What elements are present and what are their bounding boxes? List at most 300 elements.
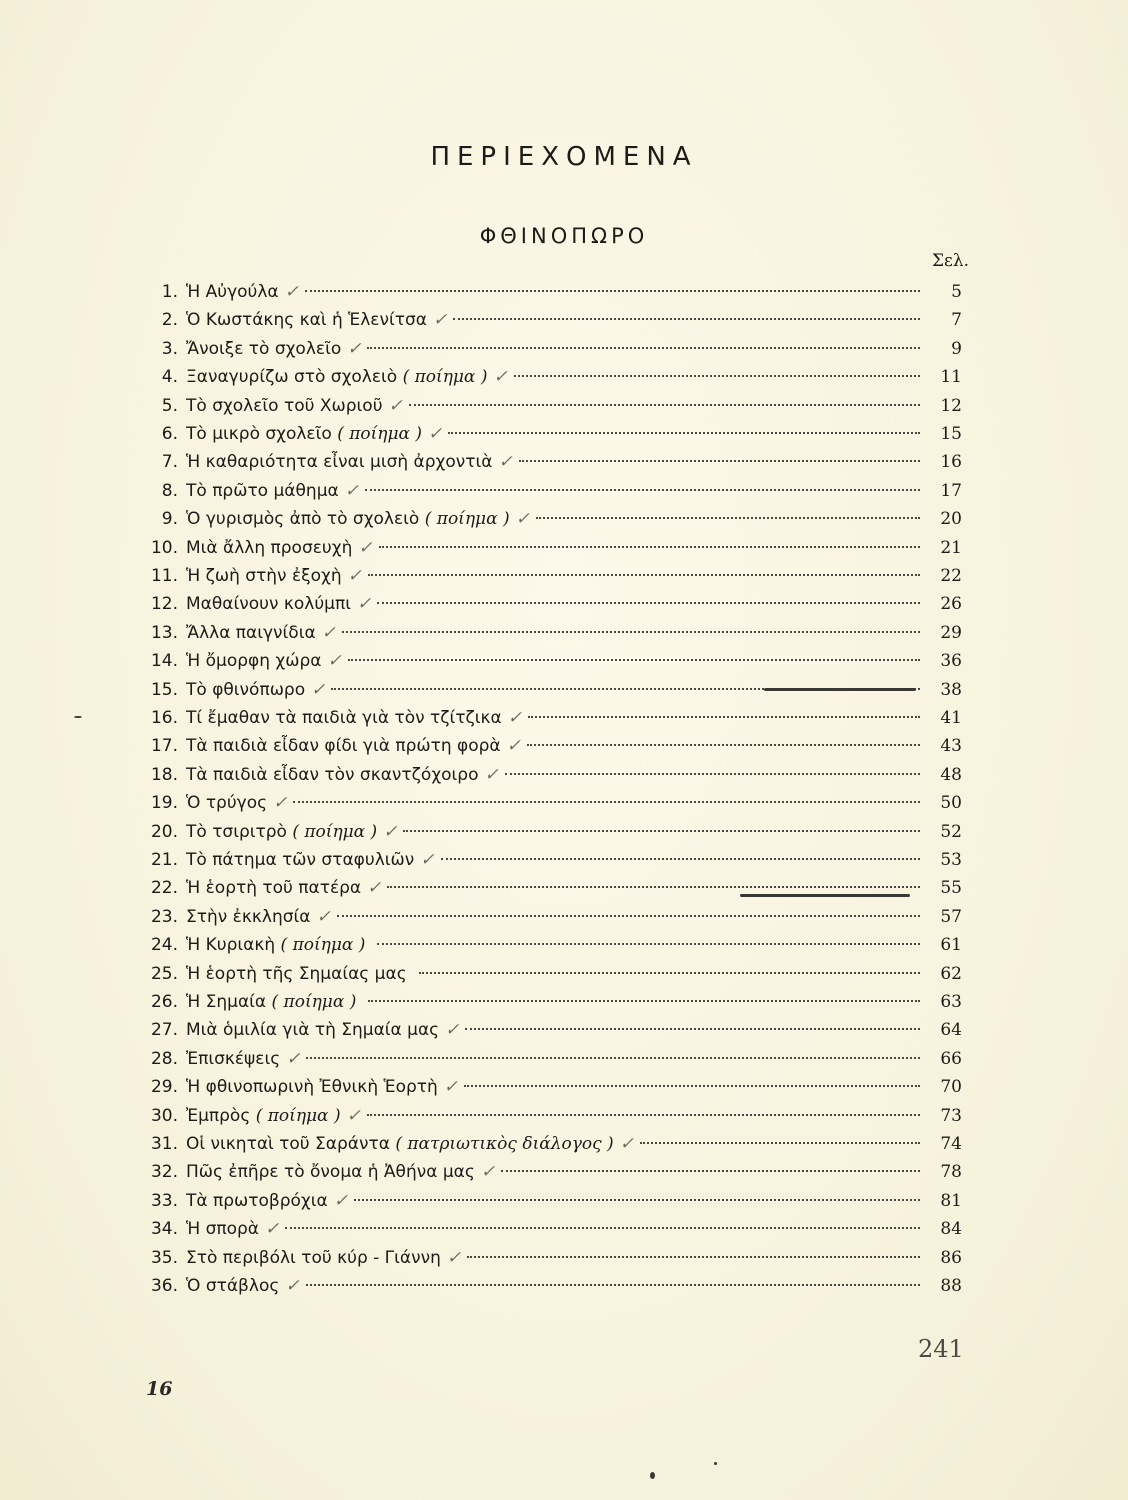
handwritten-check-icon: ✓ xyxy=(383,821,398,842)
toc-entry xyxy=(0,960,1128,988)
dot-leader xyxy=(528,716,920,718)
dot-leader xyxy=(465,1028,920,1030)
page-title: ΠΕΡΙΕΧΟΜΕΝΑ xyxy=(430,142,698,172)
dot-leader xyxy=(285,1227,920,1229)
toc-entry xyxy=(0,676,1128,704)
entry-title xyxy=(186,704,502,732)
entry-page: 38 xyxy=(940,679,962,700)
entry-title xyxy=(186,676,305,704)
handwritten-check-icon: ✓ xyxy=(484,764,499,785)
entry-page: 20 xyxy=(940,509,962,530)
entry-body xyxy=(186,1272,926,1300)
dot-leader xyxy=(305,290,920,292)
entry-page: 48 xyxy=(940,764,962,785)
entry-title-text: Ἡ Κυριακὴ xyxy=(186,935,281,956)
entry-title-text: Ὁ στάβλος xyxy=(186,1276,280,1296)
handwritten-check-icon: ✓ xyxy=(316,906,331,927)
entry-note: ( ποίημα ) xyxy=(337,424,423,444)
entry-title-text: Μιὰ ὁμιλία γιὰ τὴ Σημαία μας xyxy=(186,1020,440,1041)
entry-page: 73 xyxy=(940,1105,962,1126)
handwritten-check-icon: ✓ xyxy=(285,1276,300,1296)
handwritten-check-icon: ✓ xyxy=(506,736,521,757)
entry-number: 18. xyxy=(150,764,178,785)
entry-title xyxy=(186,761,478,789)
handwritten-check-icon: ✓ xyxy=(347,338,362,359)
entry-title xyxy=(186,1158,475,1186)
entry-title xyxy=(186,789,267,817)
entry-page: 66 xyxy=(940,1048,962,1069)
toc-entry xyxy=(0,647,1128,675)
entry-number: 9. xyxy=(161,509,178,530)
entry-page: 12 xyxy=(940,395,962,416)
dot-leader xyxy=(527,744,920,746)
dot-leader xyxy=(536,517,920,519)
entry-title-text: Ἡ Αὐγούλα xyxy=(186,282,279,302)
handwritten-check-icon: ✓ xyxy=(367,878,382,899)
dot-leader xyxy=(368,1000,920,1002)
dot-leader xyxy=(453,318,920,320)
entry-number: 14. xyxy=(150,651,178,672)
entry-page: 86 xyxy=(940,1247,962,1268)
toc-entry xyxy=(0,1215,1128,1243)
entry-title xyxy=(186,960,407,988)
speck xyxy=(650,1472,655,1479)
entry-title xyxy=(186,619,316,647)
entry-title-text: Ἡ ζωὴ στὴν ἐξοχὴ xyxy=(186,566,342,586)
toc-entry xyxy=(0,818,1128,846)
handwritten-check-icon: ✓ xyxy=(358,537,373,558)
toc-entry xyxy=(0,903,1128,931)
toc-entry xyxy=(0,505,1128,533)
entry-page: 81 xyxy=(940,1190,962,1211)
entry-page: 43 xyxy=(940,736,962,757)
entry-title xyxy=(186,477,339,505)
entry-title xyxy=(186,306,427,334)
entry-body xyxy=(186,988,926,1016)
entry-title-text: Ὁ Κωστάκης καὶ ἡ Ἑλενίτσα xyxy=(186,310,427,331)
entry-title-text: Τὸ σχολεῖο τοῦ Χωριοῦ xyxy=(186,395,383,416)
entry-title-text: Τὰ πρωτοβρόχια xyxy=(186,1190,328,1211)
entry-note: ( ποίημα ) xyxy=(424,509,510,530)
entry-title xyxy=(186,874,361,902)
entry-page: 78 xyxy=(940,1162,962,1183)
entry-number: 1. xyxy=(161,282,178,302)
entry-title xyxy=(186,363,487,391)
toc-entry xyxy=(0,306,1128,334)
toc-entry xyxy=(0,704,1128,732)
toc-entry xyxy=(0,562,1128,590)
entry-title xyxy=(186,1130,614,1158)
toc-entry xyxy=(0,1130,1128,1158)
entry-number: 8. xyxy=(161,480,178,501)
entry-title xyxy=(186,1073,438,1101)
entry-title xyxy=(186,931,365,959)
dot-leader xyxy=(306,1057,920,1059)
entry-page: 55 xyxy=(940,878,962,899)
entry-page: 7 xyxy=(951,310,962,331)
handwritten-check-icon: ✓ xyxy=(273,793,288,814)
dot-leader xyxy=(379,546,920,548)
entry-title-text: Ἡ φθινοπωρινὴ Ἐθνικὴ Ἑορτὴ xyxy=(186,1077,438,1098)
entry-body xyxy=(186,534,926,562)
toc-entry xyxy=(0,477,1128,505)
entry-title xyxy=(186,1244,441,1272)
page-column-label: Σελ. xyxy=(932,251,970,271)
handwritten-check-icon: ✓ xyxy=(619,1134,634,1154)
toc-entry xyxy=(0,1016,1128,1044)
entry-title-text: Ἡ ὄμορφη χώρα xyxy=(186,651,322,672)
toc-entry xyxy=(0,1244,1128,1272)
entry-title-text: Ἄλλα παιγνίδια xyxy=(186,622,316,643)
toc-entry xyxy=(0,363,1128,391)
entry-title xyxy=(186,1016,439,1044)
entry-number: 35. xyxy=(150,1247,178,1268)
dot-leader xyxy=(377,602,920,604)
speck xyxy=(74,716,82,718)
entry-title-text: Ξαναγυρίζω στὸ σχολειὸ xyxy=(186,367,403,388)
toc-entry xyxy=(0,1045,1128,1073)
dot-leader xyxy=(306,1284,920,1286)
handwritten-check-icon: ✓ xyxy=(286,1048,301,1069)
entry-body xyxy=(186,420,926,448)
speck xyxy=(714,1462,717,1465)
toc-entry xyxy=(0,420,1128,448)
entry-number: 29. xyxy=(150,1077,178,1098)
dot-leader xyxy=(342,631,920,633)
toc-entry xyxy=(0,988,1128,1016)
handwritten-check-icon: ✓ xyxy=(420,850,435,870)
entry-title xyxy=(186,590,351,618)
dot-leader xyxy=(354,1199,920,1201)
handwritten-check-icon: ✓ xyxy=(493,367,508,388)
dot-leader xyxy=(337,915,920,917)
toc-entry xyxy=(0,732,1128,760)
entry-number: 32. xyxy=(150,1162,178,1183)
toc-entry xyxy=(0,761,1128,789)
entry-number: 28. xyxy=(150,1048,178,1069)
entry-page: 84 xyxy=(940,1219,962,1240)
handwritten-check-icon: ✓ xyxy=(284,282,299,302)
entry-number: 25. xyxy=(150,963,178,984)
entry-body xyxy=(186,789,926,817)
entry-page: 63 xyxy=(940,992,962,1012)
toc-entry xyxy=(0,1187,1128,1215)
entry-body xyxy=(186,704,926,732)
entry-number: 26. xyxy=(150,992,178,1012)
entry-note: ( ποίημα ) xyxy=(292,821,378,842)
handwritten-check-icon: ✓ xyxy=(265,1219,280,1240)
dot-leader xyxy=(514,375,920,377)
entry-number: 15. xyxy=(150,679,178,700)
entry-body xyxy=(186,477,926,505)
handwritten-check-icon: ✓ xyxy=(445,1020,460,1041)
entry-title xyxy=(186,1215,259,1243)
entry-number: 21. xyxy=(150,850,178,870)
entry-body xyxy=(186,732,926,760)
handwritten-check-icon: ✓ xyxy=(480,1162,496,1183)
entry-title-text: Ἐπισκέψεις xyxy=(186,1048,281,1069)
entry-number: 30. xyxy=(150,1105,178,1126)
entry-title xyxy=(186,278,279,306)
toc-entry xyxy=(0,392,1128,420)
entry-note: ( πατριωτικὸς διάλογος ) xyxy=(395,1134,614,1154)
entry-page: 36 xyxy=(940,651,962,672)
entry-title-text: Τὸ φθινόπωρο xyxy=(186,679,306,700)
entry-title-text: Τὸ πάτημα τῶν σταφυλιῶν xyxy=(186,850,415,870)
dot-leader xyxy=(409,404,920,406)
dot-leader xyxy=(464,1085,920,1087)
handwritten-check-icon: ✓ xyxy=(428,424,443,444)
handwritten-check-icon: ✓ xyxy=(333,1190,348,1211)
entry-title xyxy=(186,818,377,846)
entry-body xyxy=(186,1158,926,1186)
toc-entry xyxy=(0,619,1128,647)
entry-title-text: Στὸ περιβόλι τοῦ κύρ - Γιάννη xyxy=(186,1247,441,1268)
entry-title-text: Τὸ πρῶτο μάθημα xyxy=(186,480,339,501)
entry-body xyxy=(186,392,926,420)
entry-title xyxy=(186,534,352,562)
entry-body xyxy=(186,505,926,533)
toc-entry xyxy=(0,874,1128,902)
entry-note: ( ποίημα ) xyxy=(271,992,357,1012)
entry-page: 22 xyxy=(940,566,962,586)
entry-body xyxy=(186,903,926,931)
entry-number: 33. xyxy=(150,1190,178,1211)
entry-title xyxy=(186,448,492,476)
handwritten-check-icon: ✓ xyxy=(347,566,362,586)
entry-number: 36. xyxy=(150,1276,178,1296)
dot-leader xyxy=(368,574,920,576)
entry-title-text: Ὁ γυρισμὸς ἀπὸ τὸ σχολειὸ xyxy=(186,509,425,530)
entry-body xyxy=(186,619,926,647)
entry-number: 24. xyxy=(150,935,178,956)
entry-title-text: Ἡ ἑορτὴ τῆς Σημαίας μας xyxy=(186,963,407,984)
entry-body xyxy=(186,647,926,675)
entry-title xyxy=(186,562,342,590)
entry-number: 10. xyxy=(150,537,178,558)
entry-number: 13. xyxy=(150,622,178,643)
entry-number: 6. xyxy=(161,424,178,444)
entry-body xyxy=(186,1016,926,1044)
entry-page: 57 xyxy=(940,906,962,927)
entry-page: 88 xyxy=(940,1276,962,1296)
toc-entry xyxy=(0,789,1128,817)
entry-note: ( ποίημα ) xyxy=(255,1105,341,1126)
entry-title xyxy=(186,505,510,533)
handwritten-check-icon: ✓ xyxy=(321,622,336,643)
entry-body xyxy=(186,1187,926,1215)
dot-leader xyxy=(448,432,920,434)
entry-number: 23. xyxy=(150,906,178,927)
entry-title xyxy=(186,846,414,874)
entry-body xyxy=(186,1045,926,1073)
section-heading: ΦΘΙΝΟΠΩΡΟ xyxy=(479,224,649,248)
entry-number: 22. xyxy=(150,878,178,899)
entry-title-text: Τί ἔμαθαν τὰ παιδιὰ γιὰ τὸν τζίτζικα xyxy=(186,708,502,728)
entry-number: 34. xyxy=(150,1219,178,1240)
entry-body xyxy=(186,1130,926,1158)
entry-page: 26 xyxy=(940,594,962,615)
pencil-stroke xyxy=(740,894,910,897)
entry-body xyxy=(186,335,926,363)
entry-number: 7. xyxy=(161,452,178,473)
dot-leader xyxy=(293,801,920,803)
dot-leader xyxy=(640,1142,920,1144)
entry-body xyxy=(186,761,926,789)
dot-leader xyxy=(348,659,920,661)
entry-title-text: Μαθαίνουν κολύμπι xyxy=(186,594,351,615)
toc-entry xyxy=(0,590,1128,618)
handwritten-check-icon: ✓ xyxy=(357,594,372,615)
entry-body xyxy=(186,931,926,959)
dot-leader xyxy=(441,858,921,860)
handwritten-check-icon: ✓ xyxy=(443,1077,459,1098)
toc-entry xyxy=(0,278,1128,306)
entry-page: 50 xyxy=(940,793,962,814)
entry-page: 52 xyxy=(940,821,962,842)
toc-entry xyxy=(0,534,1128,562)
toc-entry xyxy=(0,1102,1128,1130)
entry-title xyxy=(186,335,341,363)
dot-leader xyxy=(467,1256,920,1258)
entry-number: 2. xyxy=(161,310,178,331)
entry-number: 4. xyxy=(161,367,178,388)
entry-page: 5 xyxy=(951,282,962,302)
handwritten-check-icon: ✓ xyxy=(327,651,342,672)
entry-body xyxy=(186,363,926,391)
entry-body xyxy=(186,960,926,988)
entry-title xyxy=(186,392,383,420)
handwritten-check-icon: ✓ xyxy=(388,395,403,416)
entry-page: 21 xyxy=(940,537,962,558)
dot-leader xyxy=(365,489,920,491)
entry-number: 11. xyxy=(150,566,178,586)
handwritten-check-icon: ✓ xyxy=(446,1247,462,1268)
dot-leader xyxy=(505,773,920,775)
dot-leader xyxy=(419,972,920,974)
entry-number: 31. xyxy=(150,1134,178,1154)
entry-title-text: Ἡ καθαριότητα εἶναι μισὴ ἀρχοντιὰ xyxy=(186,452,493,473)
entry-note: ( ποίημα ) xyxy=(402,367,488,388)
entry-title xyxy=(186,1045,280,1073)
entry-title-text: Οἱ νικηταὶ τοῦ Σαράντα xyxy=(186,1134,396,1154)
toc-entry xyxy=(0,1272,1128,1300)
entry-page: 70 xyxy=(940,1077,962,1098)
entry-page: 11 xyxy=(940,367,962,388)
entry-number: 27. xyxy=(150,1020,178,1041)
entry-page: 62 xyxy=(940,963,962,984)
entry-page: 41 xyxy=(940,708,962,728)
dot-leader xyxy=(501,1170,920,1172)
dot-leader xyxy=(403,830,920,832)
entry-page: 53 xyxy=(940,850,962,870)
folio-number: 241 xyxy=(918,1335,964,1363)
entry-page: 61 xyxy=(940,935,962,956)
pencil-stroke xyxy=(764,688,916,691)
entry-number: 17. xyxy=(150,736,178,757)
entry-page: 64 xyxy=(940,1020,962,1041)
handwritten-check-icon: ✓ xyxy=(515,509,530,530)
dot-leader xyxy=(387,886,920,888)
dot-leader xyxy=(367,1114,920,1116)
handwritten-check-icon: ✓ xyxy=(432,310,448,331)
entry-body xyxy=(186,874,926,902)
entry-number: 19. xyxy=(150,793,178,814)
entry-title-text: Ἡ σπορὰ xyxy=(186,1219,260,1240)
toc-entry xyxy=(0,931,1128,959)
entry-title xyxy=(186,647,321,675)
entry-page: 74 xyxy=(940,1134,962,1154)
handwritten-check-icon: ✓ xyxy=(346,1105,361,1126)
handwritten-check-icon: ✓ xyxy=(344,480,359,501)
entry-number: 5. xyxy=(161,395,178,416)
entry-title xyxy=(186,988,356,1016)
entry-page: 29 xyxy=(940,622,962,643)
entry-title-text: Τὰ παιδιὰ εἶδαν φίδι γιὰ πρώτη φορὰ xyxy=(186,736,501,757)
entry-title-text: Πῶς ἐπῆρε τὸ ὄνομα ἡ Ἀθήνα μας xyxy=(186,1162,475,1183)
signature-mark: 16 xyxy=(146,1378,173,1400)
entry-title xyxy=(186,732,501,760)
entry-number: 3. xyxy=(161,338,178,359)
dot-leader xyxy=(519,460,920,462)
entry-title-text: Τὰ παιδιὰ εἶδαν τὸν σκαντζόχοιρο xyxy=(186,764,479,785)
toc-entry xyxy=(0,846,1128,874)
entry-body xyxy=(186,1102,926,1130)
entry-title-text: Μιὰ ἄλλη προσευχὴ xyxy=(186,537,353,558)
entry-title-text: Ἡ Σημαία xyxy=(186,992,272,1012)
entry-title-text: Τὸ μικρὸ σχολεῖο xyxy=(186,424,338,444)
entry-number: 16. xyxy=(150,708,178,728)
entry-title-text: Ἐμπρὸς xyxy=(186,1105,256,1126)
entry-body xyxy=(186,562,926,590)
entry-body xyxy=(186,590,926,618)
entry-body xyxy=(186,1244,926,1272)
entry-page: 16 xyxy=(940,452,962,473)
handwritten-check-icon: ✓ xyxy=(311,679,326,700)
entry-title-text: Ἡ ἑορτὴ τοῦ πατέρα xyxy=(186,878,362,899)
entry-body xyxy=(186,1073,926,1101)
toc-entry xyxy=(0,335,1128,363)
entry-title xyxy=(186,903,310,931)
entry-body xyxy=(186,818,926,846)
entry-body xyxy=(186,306,926,334)
entry-title xyxy=(186,1272,279,1300)
entry-title-text: Ὁ τρύγος xyxy=(186,793,268,814)
toc-entry xyxy=(0,1158,1128,1186)
entry-body xyxy=(186,448,926,476)
toc-entry xyxy=(0,448,1128,476)
entry-page: 17 xyxy=(940,480,962,501)
entry-page: 9 xyxy=(951,338,962,359)
entry-body xyxy=(186,1215,926,1243)
entry-title-text: Τὸ τσιριτρὸ xyxy=(186,821,293,842)
entry-body xyxy=(186,278,926,306)
handwritten-check-icon: ✓ xyxy=(498,452,513,473)
entry-number: 12. xyxy=(150,594,178,615)
entry-page: 15 xyxy=(940,424,962,444)
entry-title xyxy=(186,420,422,448)
entry-title-text: Ἄνοιξε τὸ σχολεῖο xyxy=(186,338,342,359)
dot-leader xyxy=(367,347,920,349)
entry-number: 20. xyxy=(150,821,178,842)
entry-title xyxy=(186,1102,341,1130)
entry-note: ( ποίημα ) xyxy=(280,935,366,956)
dot-leader xyxy=(377,943,920,945)
entry-title-text: Στὴν ἐκκλησία xyxy=(186,906,311,927)
entry-title xyxy=(186,1187,328,1215)
toc-entry xyxy=(0,1073,1128,1101)
handwritten-check-icon: ✓ xyxy=(507,708,522,728)
